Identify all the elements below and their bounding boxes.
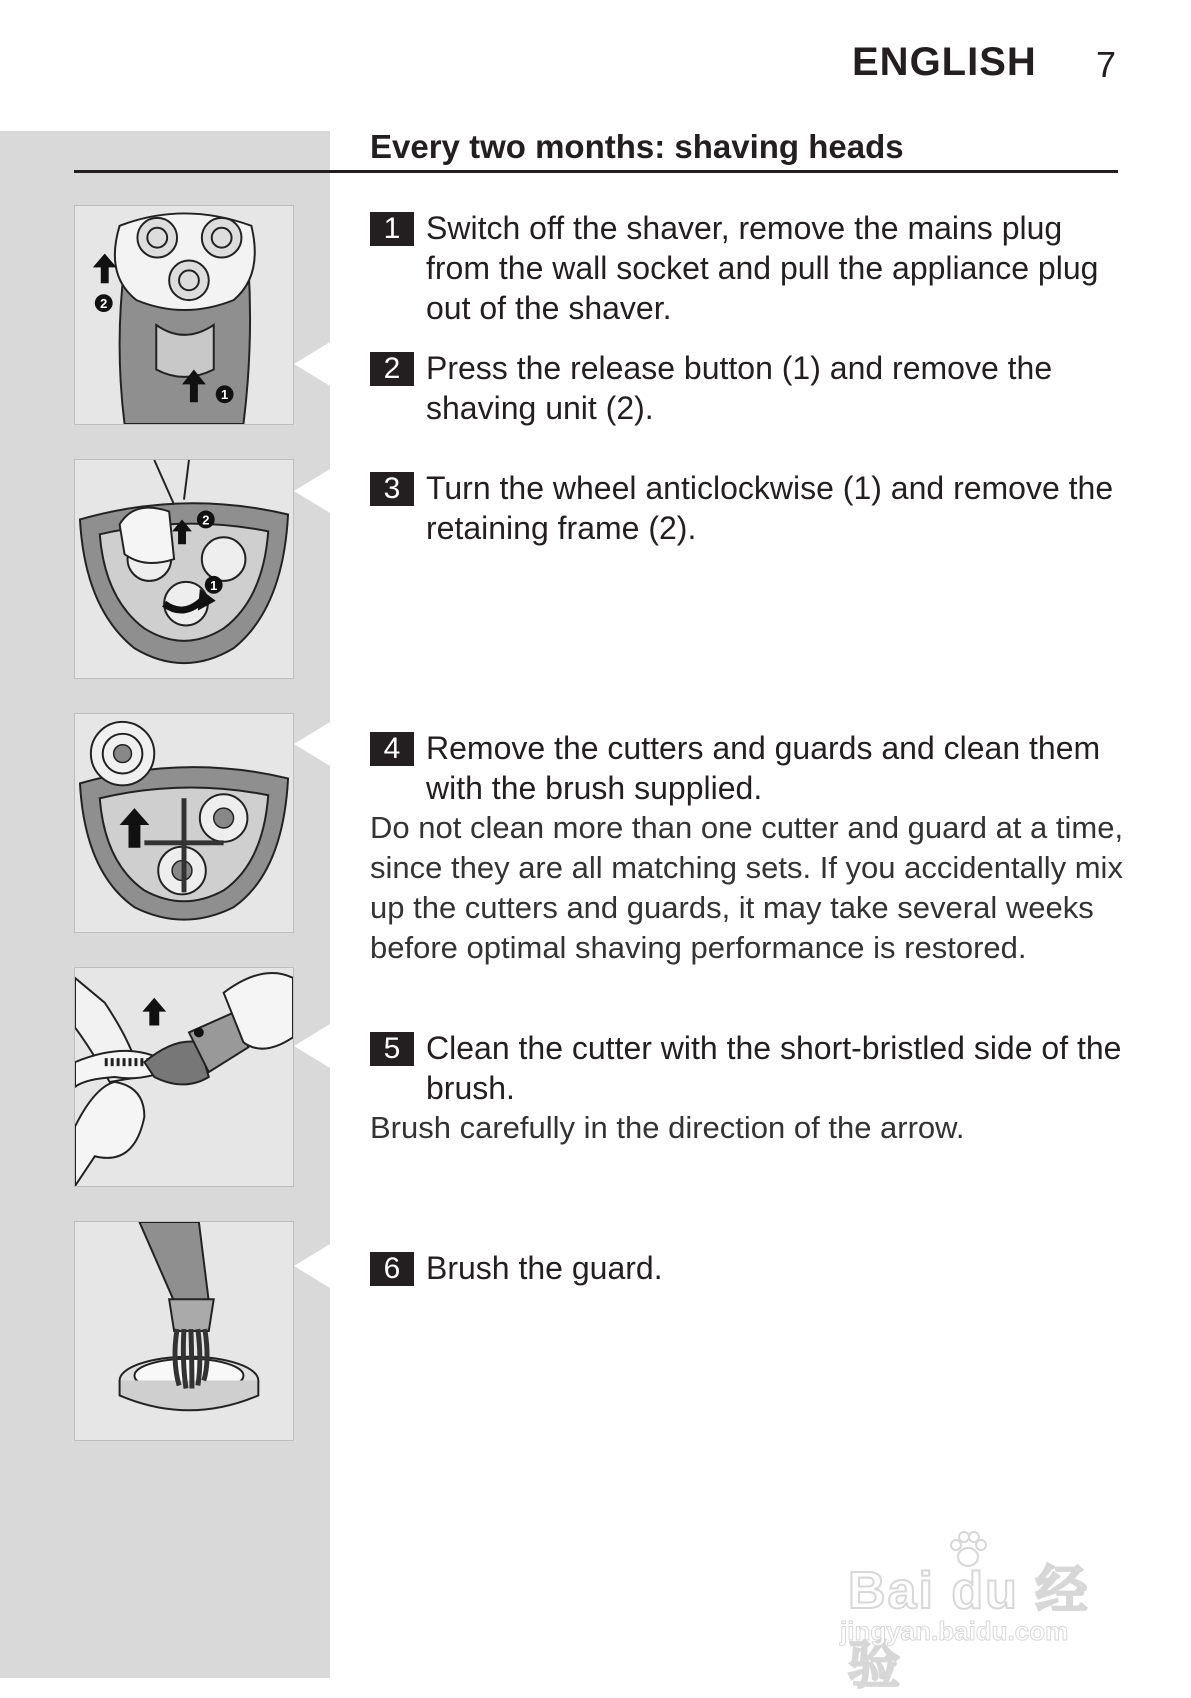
brush-cutter-illustration xyxy=(74,967,294,1187)
watermark-logo-text: Bai du 经验 xyxy=(848,1562,1090,1695)
step-1 xyxy=(370,208,1130,328)
cutters-guards-illustration xyxy=(74,713,294,933)
step-6 xyxy=(370,1248,1130,1288)
step-number-badge: 4 xyxy=(370,732,414,766)
figure-pointer xyxy=(294,469,330,513)
step-number-badge: 1 xyxy=(370,212,414,246)
step-note: Brush carefully in the direction of the arrow. xyxy=(370,1110,965,1145)
step-number-badge: 3 xyxy=(370,472,414,506)
svg-text:2: 2 xyxy=(202,512,210,528)
step-number-badge: 2 xyxy=(370,352,414,386)
shaver-release-illustration xyxy=(74,205,294,425)
step-instruction: Remove the cutters and guards and clean them with the brush supplied. xyxy=(426,730,1101,806)
svg-text:2: 2 xyxy=(100,296,108,312)
step-instruction: Turn the wheel anticlockwise (1) and remove the retaining frame (2). xyxy=(426,470,1114,546)
step-number-badge: 6 xyxy=(370,1252,414,1286)
svg-text:1: 1 xyxy=(221,387,229,403)
step-instruction: Press the release button (1) and remove the shaving unit (2). xyxy=(426,350,1053,426)
step-5 xyxy=(370,1028,1130,1148)
figure-pointer xyxy=(294,1024,330,1068)
baidu-watermark xyxy=(840,1530,1130,1695)
retaining-frame-illustration xyxy=(74,459,294,679)
step-3 xyxy=(370,468,1130,548)
figure-pointer xyxy=(294,1244,330,1288)
step-instruction: Clean the cutter with the short-bristled side of the brush. xyxy=(426,1030,1122,1106)
section-title: Every two months: shaving heads xyxy=(370,128,904,165)
figure-pointer xyxy=(294,722,330,766)
svg-text:1: 1 xyxy=(210,577,218,593)
step-2 xyxy=(370,348,1130,428)
step-instruction: Brush the guard. xyxy=(426,1250,663,1286)
page-number: 7 xyxy=(1096,44,1117,85)
step-4 xyxy=(370,728,1130,968)
figure-pointer xyxy=(294,342,330,386)
divider xyxy=(74,170,1118,173)
brush-guard-illustration xyxy=(74,1221,294,1441)
language-heading: ENGLISH xyxy=(852,40,1037,84)
watermark-url: jingyan.baidu.com xyxy=(840,1616,1069,1646)
step-instruction: Switch off the shaver, remove the mains plug from the wall socket and pull the appliance plug out of the shaver. xyxy=(426,210,1099,326)
step-note: Do not clean more than one cutter and guard at a time, since they are all matching sets. If you accidentally mix up the cutters and guards, it may take several weeks before optimal shaving performance is restored. xyxy=(370,810,1124,965)
step-number-badge: 5 xyxy=(370,1032,414,1066)
